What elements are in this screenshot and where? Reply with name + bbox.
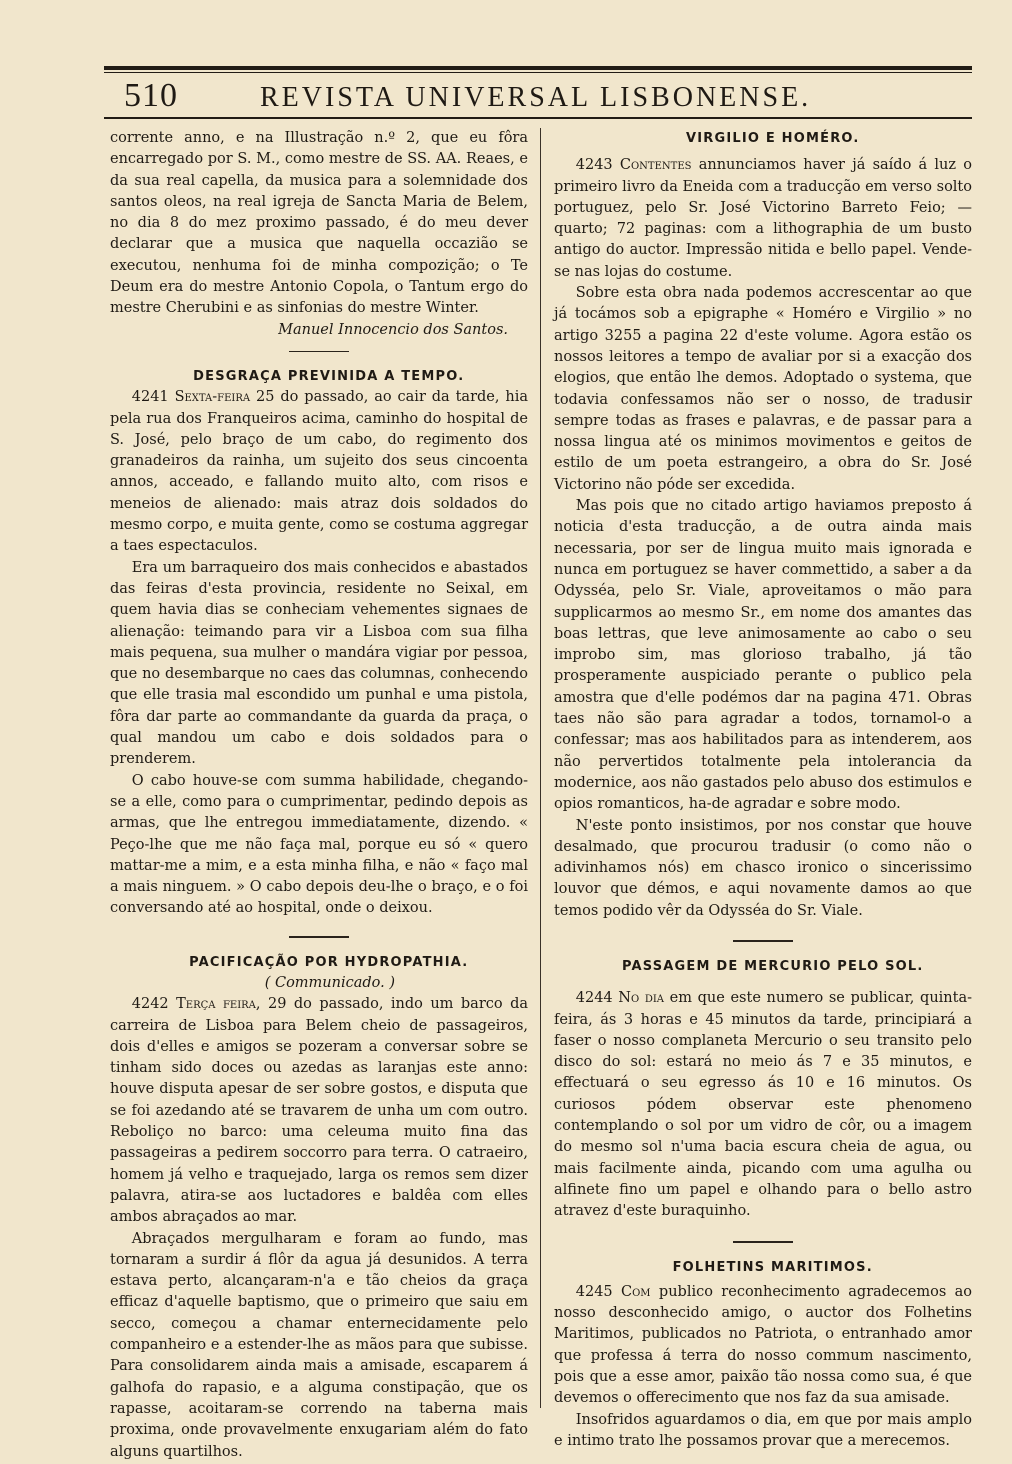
- article-number: 4244: [575, 990, 613, 1007]
- article-4241-p3: O cabo houve-se com summa habilidade, chegando-se a elle, como para o cumprimentar, pedindo depois as armas, que lhe entregou immediatamente, dizendo. « Peço-lhe que me não faça mal, porque eu só « quero mattar-me a mim, e a esta minha filha, e não « faço mal a mais ninguem. » O cabo depois deu-lhe o braço, e o foi conversando até ao hospital, onde o deixou.: [110, 772, 528, 917]
- section-title-4244: PASSAGEM DE MERCURIO PELO SOL.: [621, 958, 924, 974]
- page-number: 510: [124, 77, 178, 114]
- article-4243-p3: Mas pois que no citado artigo haviamos preposto á noticia d'esta traducção, a de outra ainda mais necessaria, por ser de lingua muito mais ignorada e nunca em portuguez se haver commettido, a saber a da Odysséa, pelo Sr. Viale, aproveitamos o mão para supplicarmos ao mesmo Sr., em nome dos amantes das boas lettras, que leve animosamente ao cabo o seu improbo sim, mas glorioso trabalho, já tão prosperamente auspiciado perante o publico pela amostra que d'elle podémos dar na pagina 471. Obras taes não são para agradar a todos, tornamol-o a confessar; mas aos habilitados para as intenderem, aos não pervertidos totalmente pela intolerancia da modernice, aos não gastados pelo abuso dos estimulos e opios romanticos, ha-de agradar e sobre modo.: [554, 498, 972, 813]
- intro-paragraph: corrente anno, e na Illustração n.º 2, que eu fôra encarregado por S. M., como mestre de SS. AA. Reaes, e da sua real capella, da musica para a solemnidade dos santos oleos, na real igreja de Sancta Maria de Belem, no dia 8 do mez proximo passado, é do meu dever declarar que a musica que naquella occazião se executou, nenhuma foi de minha compozição; o Te Deum era do mestre Antonio Copola, o Tantum ergo do mestre Cherubini e as sinfonias do mestre Winter.: [110, 130, 528, 317]
- top-rule-thin: [104, 72, 972, 73]
- article-text: em que este numero se publicar, quinta-feira, ás 3 horas e 45 minutos da tarde, principiará a faser o nosso complaneta Mercurio o seu transito pelo disco do sol: estará no meio ás 7 e 35 minutos, e effectuará o seu egresso ás 10 e 16 minutos. Os curiosos pódem observar este phenomeno contemplando o sol por um vidro de côr, ou a imagem do mesmo sol n'uma bacia escura cheia de agua, ou mais facilmente ainda, picando com uma agulha ou alfinete fino um papel e olhando para o bello astro atravez d'este buraquinho.: [554, 990, 973, 1220]
- article-4245-p2: Insofridos aguardamos o dia, em que por mais amplo e intimo trato lhe possamos provar que a merecemos.: [554, 1411, 972, 1449]
- divider: [289, 936, 349, 938]
- journal-title: REVISTA UNIVERSAL LISBONENSE.: [260, 82, 812, 113]
- article-number: 4242: [131, 996, 169, 1013]
- page-header: [104, 76, 972, 116]
- lead-word: Sexta-feira: [174, 389, 251, 406]
- article-text: annunciamos haver já saído á luz o primeiro livro da Eneida com a traducção em verso solto portuguez, pelo Sr. José Victorino Barreto Feio; — quarto; 72 paginas: com a lithographia de um busto antigo do auctor. Impressão nitida e bello papel. Vende-se nas lojas do costume.: [554, 157, 972, 280]
- divider: [733, 940, 793, 942]
- section-subtitle: ( Communicado. ): [264, 974, 396, 991]
- header-rule: [104, 117, 972, 119]
- divider: [733, 1241, 793, 1243]
- section-title-4243: VIRGILIO E HOMÉRO.: [685, 131, 860, 146]
- article-4244-p1: [554, 988, 972, 1222]
- article-4241-p2: Era um barraqueiro dos mais conhecidos e abastados das feiras d'esta provincia, residente no Seixal, em quem havia dias se conheciam vehementes signaes de alienação: teimando para vir a Lisboa com sua filha mais pequena, sua mulher o mandára vigiar por pessoa, que no desembarque no caes das columnas, conhecendo que elle trasia mal escondido um punhal e uma pistola, fôra dar parte ao commandante da guarda da praça, o qual mandou um cabo e dois soldados para o prenderem.: [110, 559, 528, 768]
- lead-word: Contentes: [619, 157, 692, 174]
- signature: Manuel Innocencio dos Santos.: [278, 321, 508, 338]
- lead-word: No dia: [618, 990, 665, 1007]
- article-text: , 29 do passado, indo um barco da carreira de Lisboa para Belem cheio de passageiros, dois d'elles e amigos se pozeram a conversar sobre se tinham sido doces ou azedas as laranjas este anno: houve disputa apesar de ser sobre gostos, e disputa que se foi azedando até se travarem de unha um com outro. Reboliço no barco: uma celeuma muito fina das passageiras a pedirem soccorro para terra. O catraeiro, homem já velho e traquejado, larga os remos sem dizer palavra, atira-se aos luctadores e baldêa com elles ambos abraçados ao mar.: [110, 996, 528, 1226]
- article-number: 4241: [131, 389, 169, 406]
- column-divider: [540, 128, 541, 1408]
- section-title-4245: FOLHETINS MARITIMOS.: [672, 1259, 873, 1275]
- article-text: publico reconhecimento agradecemos ao nosso desconhecido amigo, o auctor dos Folhetins Maritimos, publicados no Patriota, o entranhado amor que professa á terra do nosso commum nascimento, pois que a esse amor, paixão tão nossa como sua, é que devemos o offerecimento que nos faz da sua amisade.: [554, 1283, 972, 1407]
- article-4243-p4: N'este ponto insistimos, por nos constar que houve desalmado, que procurou tradusir (o como não o adivinhamos nós) em chasco ironico o sincerissimo louvor que démos, e aqui novamente damos ao que temos podido vêr da Odysséa do Sr. Viale.: [554, 817, 972, 919]
- article-number: 4243: [575, 157, 613, 174]
- lead-word: Terça feira: [176, 996, 256, 1013]
- article-4241-p1: [110, 387, 528, 557]
- article-text: 25 do passado, ao cair da tarde, hia pela rua dos Franqueiros acima, caminho do hospital de S. José, pelo braço de um cabo, do regimento dos granadeiros da rainha, um sujeito dos seus cincoenta annos, acceado, e fallando muito alto, com risos e meneios de alienado: mais atraz dois soldados do mesmo corpo, e muita gente, como se costuma aggregar a taes espectaculos.: [110, 389, 529, 555]
- left-column: [110, 128, 528, 1463]
- top-rule: [104, 66, 972, 70]
- lead-word: Com: [621, 1283, 651, 1300]
- article-4243-p2: Sobre esta obra nada podemos accrescentar ao que já tocámos sob a epigraphe « Homéro e Virgilio » no artigo 3255 a pagina 22 d'este volume. Agora estão os nossos leitores a tempo de avaliar por si a exacção dos elogios, que então lhe demos. Adoptado o systema, que todavia confessamos não ser o nosso, de tradusir sempre todas as frases e palavras, e de passar para a nossa lingua até os minimos movimentos e geitos de estilo de um poeta estrangeiro, a obra do Sr. José Victorino não póde ser excedida.: [554, 285, 972, 493]
- section-title-4242: PACIFICAÇÃO POR HYDROPATHIA.: [189, 954, 469, 970]
- section-title-4241: DESGRAÇA PREVINIDA A TEMPO.: [193, 368, 465, 384]
- article-4243-p1: [554, 155, 972, 283]
- article-4242-p1: [110, 994, 528, 1228]
- article-4245-p1: [554, 1282, 972, 1410]
- right-column: [554, 128, 972, 1452]
- article-number: 4245: [575, 1283, 613, 1300]
- divider: [289, 351, 349, 352]
- article-4242-p2: Abraçados mergulharam e foram ao fundo, mas tornaram a surdir á flôr da agua já desunidos. A terra estava perto, alcançaram-n'a e tão cheios da graça efficaz d'aquelle baptismo, que o primeiro que saiu em secco, começou a chamar enternecidamente pelo companheiro e a estender-lhe as mãos para que subisse. Para consolidarem ainda mais a amisade, escaparem á galhofa do rapasio, e a alguma constipação, que os rapasse, acoitaram-se correndo na taberna mais proxima, onde provavelmente enxugariam além do fato alguns quartilhos.: [110, 1230, 528, 1460]
